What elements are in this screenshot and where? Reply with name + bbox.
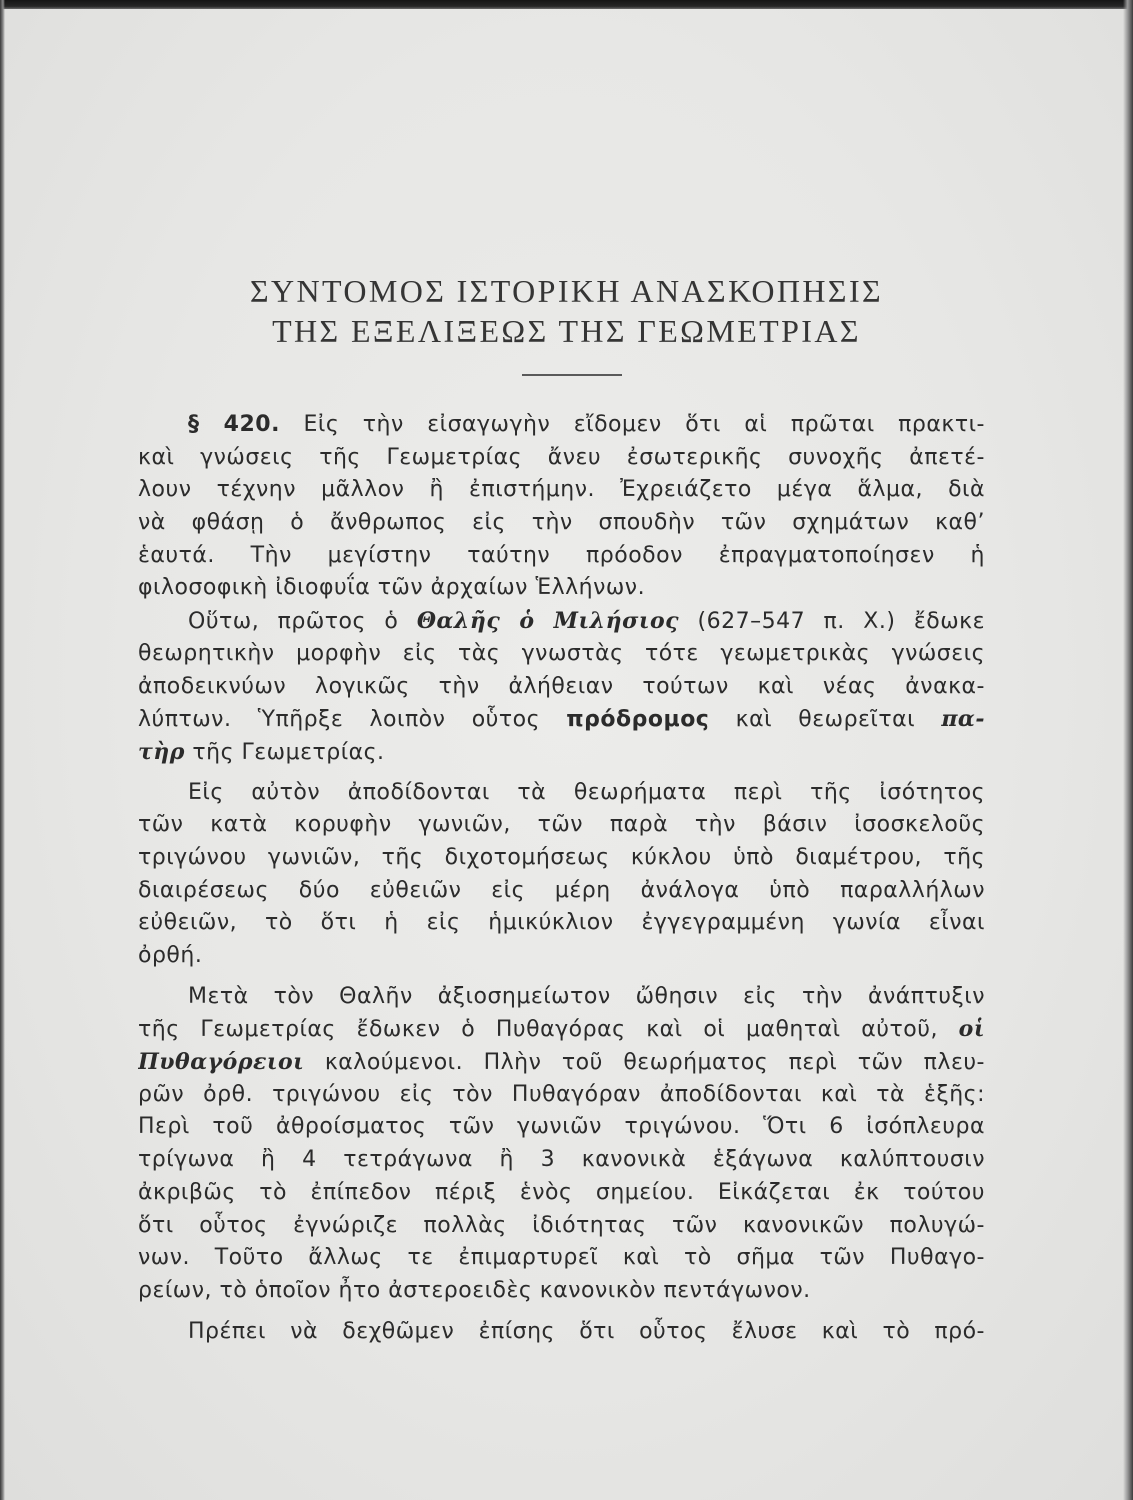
text-line: φιλοσοφικὴ ἰδιοφυΐα τῶν ἀρχαίων Ἑλλήνων.: [138, 575, 646, 601]
text-line: τῶν κατὰ κορυφὴν γωνιῶν, τῶν παρὰ τὴν βάσιν ἰσοσκελοῦς: [138, 812, 985, 838]
text-line: [138, 703, 985, 736]
chapter-title-line-2: ΤΗΣ ΕΞΕΛΙΞΕΩΣ ΤΗΣ ΓΕΩΜΕΤΡΙΑΣ: [272, 313, 861, 349]
text-line: καὶ γνώσεις τῆς Γεωμετρίας ἄνευ ἐσωτερικῆς συνοχῆς ἀπετέ-: [138, 444, 985, 470]
text-line: ρείων, τὸ ὁποῖον ἦτο ἀστεροειδὲς κανονικὸν πεντάγωνον.: [138, 1277, 811, 1303]
chapter-title: [0, 271, 1133, 351]
text-line: ἀκριβῶς τὸ ἐπίπεδον πέριξ ἑνὸς σημείου. Εἰκάζεται ἐκ τούτου: [138, 1179, 985, 1205]
paragraph-420: [138, 409, 985, 605]
text-segment: καλούμενοι. Πλὴν τοῦ θεωρήματος περὶ τῶν πλευ-: [304, 1050, 985, 1076]
text-line: νὰ φθάσῃ ὁ ἄνθρωπος εἰς τὴν σπουδὴν τῶν σχημάτων καθ’: [138, 510, 985, 536]
text-line: ρῶν ὀρθ. τριγώνου εἰς τὸν Πυθαγόραν ἀποδίδονται καὶ τὰ ἑξῆς:: [138, 1081, 985, 1107]
paragraph-continuation: [138, 1316, 985, 1349]
paragraph-theorems: [138, 777, 985, 973]
text-line: λουν τέχνην μᾶλλον ἢ ἐπιστήμην. Ἐχρειάζετο μέγα ἅλμα, διὰ: [138, 477, 985, 503]
scan-edge-left: [0, 0, 5, 1500]
text-line: ἑαυτά. Τὴν μεγίστην ταύτην πρόοδον ἐπραγματοποίησεν ἡ: [138, 542, 985, 568]
scan-edge-top: [0, 0, 1133, 9]
emphasis-word: τὴρ: [138, 738, 185, 765]
text-line: ἀποδεικνύων λογικῶς τὴν ἀλήθειαν τούτων καὶ νέας ἀνακα-: [138, 673, 985, 699]
text-line: Εἰς αὐτὸν ἀποδίδονται τὰ θεωρήματα περὶ τῆς ἰσότητος: [188, 779, 985, 805]
text-line: τριγώνου γωνιῶν, τῆς διχοτομήσεως κύκλου ὑπὸ διαμέτρου, τῆς: [138, 844, 985, 870]
text-line: τρίγωνα ἢ 4 τετράγωνα ἢ 3 κανονικὰ ἑξάγωνα καλύπτουσιν: [138, 1147, 985, 1173]
paragraph-thales: [138, 605, 985, 768]
emphasis-word: πα-: [941, 706, 985, 733]
text-segment: (627–547 π. Χ.) ἔδωκε: [679, 609, 985, 635]
text-line: ὅτι οὗτος ἐγνώριζε πολλὰς ἰδιότητας τῶν κανονικῶν πολυγώ-: [138, 1212, 985, 1238]
text-segment: τῆς Γεωμετρίας ἔδωκεν ὁ Πυθαγόρας καὶ οἱ μαθηταὶ αὐτοῦ,: [138, 1017, 959, 1043]
text-line: [138, 605, 985, 638]
paragraph-pythagoras: [138, 981, 985, 1308]
emphasis-word: οἱ: [958, 1016, 985, 1043]
text-segment: τῆς Γεωμετρίας.: [184, 739, 385, 765]
text-line: [138, 1013, 985, 1046]
text-segment: λύπτων. Ὑπῆρξε λοιπὸν οὗτος: [138, 707, 567, 733]
text-line: [138, 736, 985, 769]
emphasis-word: πρόδρομος: [566, 707, 710, 733]
text-segment: καὶ θεωρεῖται: [709, 707, 942, 733]
text-line: διαιρέσεως δύο εὐθειῶν εἰς μέρη ἀνάλογα ὑπὸ παραλλήλων: [138, 877, 985, 903]
text-segment: Εἰς τὴν εἰσαγωγὴν εἴδομεν ὅτι αἱ πρῶται πρακτι-: [279, 412, 985, 437]
text-line: θεωρητικὴν μορφὴν εἰς τὰς γνωστὰς τότε γεωμετρικὰς γνώσεις: [138, 640, 985, 666]
text-line: Περὶ τοῦ ἀθροίσματος τῶν γωνιῶν τριγώνου. Ὅτι 6 ἰσόπλευρα: [138, 1114, 985, 1140]
text-line: ὀρθή.: [138, 943, 203, 968]
text-line: Μετὰ τὸν Θαλῆν ἀξιοσημείωτον ὤθησιν εἰς τὴν ἀνάπτυξιν: [188, 983, 985, 1009]
emphasis-word: Πυθαγόρειοι: [138, 1049, 305, 1076]
text-line: [138, 409, 985, 442]
text-line: Πρέπει νὰ δεχθῶμεν ἐπίσης ὅτι οὗτος ἔλυσε καὶ τὸ πρό-: [188, 1318, 985, 1344]
title-divider: [522, 374, 622, 376]
text-line: νων. Τοῦτο ἄλλως τε ἐπιμαρτυρεῖ καὶ τὸ σῆμα τῶν Πυθαγο-: [138, 1245, 985, 1271]
emphasis-name: Θαλῆς ὁ Μιλήσιος: [416, 608, 680, 635]
text-segment: Οὕτω, πρῶτος ὁ: [188, 609, 417, 635]
text-line: εὐθειῶν, τὸ ὅτι ἡ εἰς ἡμικύκλιον ἐγγεγραμμένη γωνία εἶναι: [138, 910, 985, 936]
section-number: § 420.: [188, 412, 280, 437]
text-line: [138, 1046, 985, 1079]
chapter-title-line-1: ΣΥΝΤΟΜΟΣ ΙΣΤΟΡΙΚΗ ΑΝΑΣΚΟΠΗΣΙΣ: [249, 273, 884, 309]
scan-edge-right: [1123, 0, 1133, 1500]
body-text: [138, 409, 985, 1348]
